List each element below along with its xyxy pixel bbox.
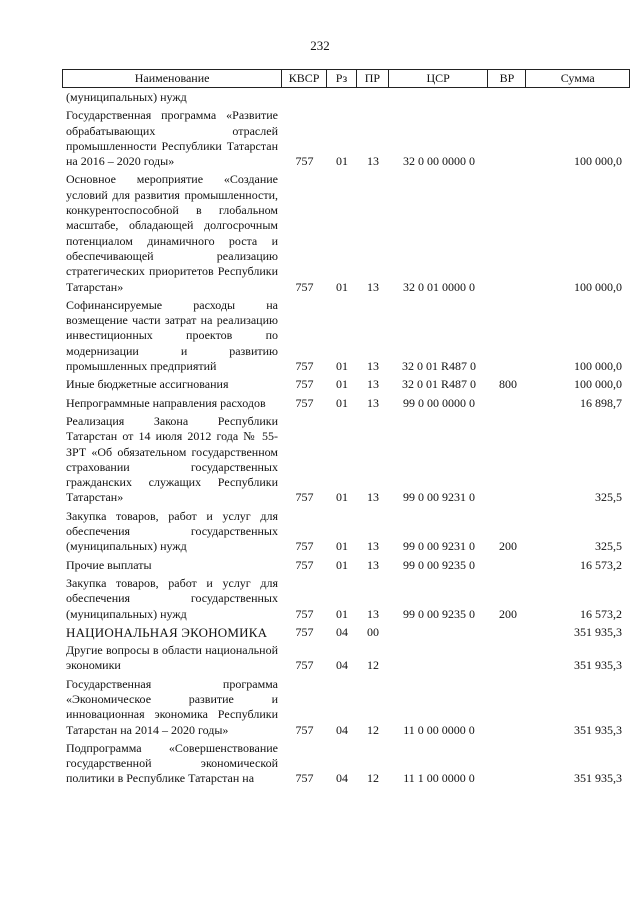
row-kvsr: 757 (295, 624, 314, 639)
row-name: Реализация Закона Республики Татарстан от 14 июля 2012 года № 55-ЗРТ «Об обязательном государственном страховании государственных гражданских служащих Республики Татарстан» (66, 413, 278, 505)
table-row (62, 558, 630, 573)
row-sum: 351 935,3 (574, 624, 622, 639)
row-pr: 00 (367, 624, 379, 639)
row-kvsr: 757 (295, 771, 314, 786)
table-row (62, 90, 630, 105)
row-csr: 11 1 00 0000 0 (403, 771, 475, 786)
row-kvsr: 757 (295, 658, 314, 673)
row-csr: 32 0 01 0000 0 (403, 279, 475, 294)
table-row (62, 576, 630, 622)
row-csr: 99 0 00 9231 0 (403, 490, 475, 505)
row-pr: 13 (367, 377, 379, 392)
row-pr: 12 (367, 722, 379, 737)
row-name: (муниципальных) нужд (66, 90, 187, 104)
row-rz: 01 (336, 539, 348, 554)
row-csr: 32 0 01 R487 0 (401, 377, 476, 392)
row-pr: 13 (367, 154, 379, 169)
table-row (62, 643, 630, 674)
row-sum: 351 935,3 (574, 771, 622, 786)
header-vr: ВР (488, 70, 526, 87)
row-rz: 01 (336, 395, 348, 410)
row-csr: 99 0 00 9231 0 (403, 539, 475, 554)
row-name: Иные бюджетные ассигнования (66, 377, 229, 392)
row-rz: 01 (336, 557, 348, 572)
row-kvsr: 757 (295, 606, 314, 621)
header-csr: ЦСР (389, 70, 489, 87)
row-kvsr: 757 (295, 557, 314, 572)
table-header (62, 69, 630, 88)
row-vr: 200 (499, 539, 517, 554)
row-csr: 11 0 00 0000 0 (403, 722, 475, 737)
row-rz: 04 (336, 771, 348, 786)
row-sum: 100 000,0 (574, 359, 622, 374)
row-pr: 12 (367, 658, 379, 673)
row-pr: 13 (367, 557, 379, 572)
row-name: Другие вопросы в области национальной экономики (66, 643, 278, 673)
row-pr: 13 (367, 606, 379, 621)
row-csr: 99 0 00 0000 0 (403, 395, 475, 410)
row-sum: 351 935,3 (574, 658, 622, 673)
row-csr: 32 0 00 0000 0 (403, 154, 475, 169)
table-row (62, 509, 630, 555)
row-name: Подпрограмма «Совершенствование государственной экономической политики в Республике Татарстан на (66, 740, 278, 786)
row-sum: 325,5 (595, 539, 622, 554)
row-sum: 16 573,2 (580, 606, 622, 621)
row-rz: 04 (336, 658, 348, 673)
row-kvsr: 757 (295, 395, 314, 410)
row-pr: 12 (367, 771, 379, 786)
row-sum: 100 000,0 (574, 154, 622, 169)
row-sum: 100 000,0 (574, 377, 622, 392)
table-row (62, 741, 630, 787)
header-kvsr: КВСР (282, 70, 327, 87)
row-name: НАЦИОНАЛЬНАЯ ЭКОНОМИКА (66, 624, 268, 640)
row-name: Закупка товаров, работ и услуг для обеспечения государственных (муниципальных) нужд (66, 575, 278, 621)
row-rz: 01 (336, 377, 348, 392)
table-row (62, 377, 630, 392)
row-pr: 13 (367, 539, 379, 554)
header-pr: ПР (357, 70, 389, 87)
header-rz: Рз (327, 70, 357, 87)
header-sum: Сумма (560, 71, 595, 85)
row-pr: 13 (367, 359, 379, 374)
row-rz: 04 (336, 722, 348, 737)
row-sum: 325,5 (595, 490, 622, 505)
row-name: Государственная программа «Экономическое развитие и инновационная экономика Республики Татарстан на 2014 – 2020 годы» (66, 676, 278, 737)
table-row (62, 108, 630, 169)
row-name: Закупка товаров, работ и услуг для обеспечения государственных (муниципальных) нужд (66, 508, 278, 554)
row-csr: 32 0 01 R487 0 (401, 359, 476, 374)
row-kvsr: 757 (295, 377, 314, 392)
row-csr: 99 0 00 9235 0 (403, 557, 475, 572)
row-vr: 200 (499, 606, 517, 621)
row-name: Софинансируемые расходы на возмещение части затрат на реализацию инвестиционных проектов по модернизации и развитию промышленных предприятий (66, 297, 278, 374)
table-row (62, 677, 630, 738)
row-sum: 16 573,2 (580, 557, 622, 572)
row-kvsr: 757 (295, 154, 314, 169)
header-name: Наименование (63, 70, 282, 87)
table-row (62, 414, 630, 506)
row-name: Государственная программа «Развитие обрабатывающих отраслей промышленности Республики Татарстан на 2016 – 2020 годы» (66, 108, 278, 169)
table-row (62, 625, 630, 640)
row-name: Прочие выплаты (66, 557, 152, 572)
row-pr: 13 (367, 490, 379, 505)
row-pr: 13 (367, 279, 379, 294)
row-pr: 13 (367, 395, 379, 410)
row-rz: 01 (336, 279, 348, 294)
row-kvsr: 757 (295, 490, 314, 505)
page-number: 232 (310, 38, 330, 53)
row-rz: 01 (336, 606, 348, 621)
row-sum: 16 898,7 (580, 395, 622, 410)
row-name: Непрограммные направления расходов (66, 395, 266, 410)
row-kvsr: 757 (295, 539, 314, 554)
row-rz: 04 (336, 624, 348, 639)
row-kvsr: 757 (295, 279, 314, 294)
table-row (62, 298, 630, 374)
row-rz: 01 (336, 154, 348, 169)
row-vr: 800 (499, 377, 517, 392)
row-kvsr: 757 (295, 722, 314, 737)
row-csr: 99 0 00 9235 0 (403, 606, 475, 621)
row-sum: 100 000,0 (574, 279, 622, 294)
row-rz: 01 (336, 490, 348, 505)
row-sum: 351 935,3 (574, 722, 622, 737)
table-body (62, 90, 630, 790)
row-rz: 01 (336, 359, 348, 374)
row-name: Основное мероприятие «Создание условий для развития промышленности, конкурентоспособной в глобальном масштабе, обладающей долгосрочным потенциалом динамичного роста и обеспечивающей реализацию стратегических приоритетов Республики Татарстан» (66, 172, 278, 294)
row-kvsr: 757 (295, 359, 314, 374)
table-row (62, 172, 630, 294)
table-row (62, 396, 630, 411)
